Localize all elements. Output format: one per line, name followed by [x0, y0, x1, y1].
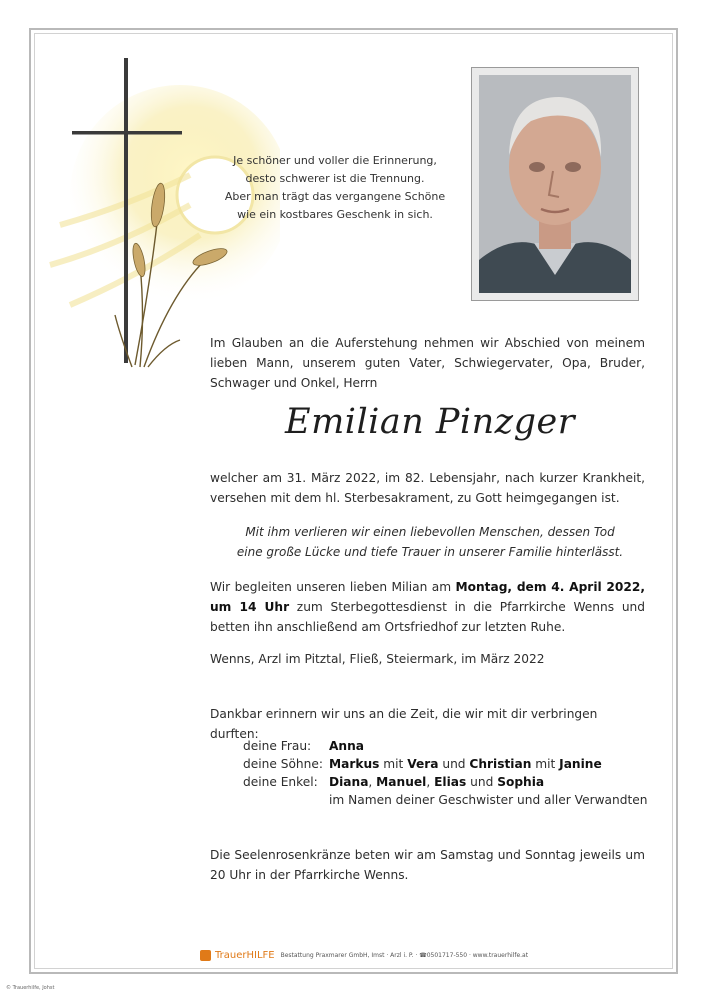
footer-company: Bestattung Praxmarer GmbH, Imst · Arzl i. P. · ☎0501717-550 · www.trauerhilfe.at: [280, 951, 529, 959]
tribute-line: Mit ihm verlieren wir einen liebevollen Menschen, dessen Tod: [245, 525, 615, 539]
memorial-quote: [215, 152, 455, 224]
family-name: Diana: [329, 775, 369, 789]
funeral-text: zum Sterbegottesdienst in die Pfarrkirche Wenns und betten ihn anschließend am Ortsfriedhof zur letzten Ruhe.: [210, 600, 646, 634]
connector-text: und: [470, 775, 494, 789]
deceased-name: Emilian Pinzger: [285, 402, 575, 442]
funeral-details: [210, 577, 645, 637]
footer: [200, 947, 560, 963]
family-row-grandchildren: deine Enkel: Diana, Manuel, Elias und Sophia: [243, 775, 545, 789]
portrait-frame: [471, 67, 639, 301]
portrait-photo: [479, 75, 631, 293]
family-name: Janine: [559, 757, 602, 771]
trauerhilfe-logo-icon: [200, 950, 211, 961]
family-row-sons: [243, 755, 647, 773]
quote-line: wie ein kostbares Geschenk in sich.: [237, 208, 433, 221]
gratitude-text: Dankbar erinnern wir uns an die Zeit, die wir mit dir verbringen durften:: [210, 707, 598, 741]
intro-text: Im Glauben an die Auferstehung nehmen wir Abschied von meinem lieben Mann, unserem guten Vater, Schwiegervater, Opa, Bruder, Schwager und Onkel, Herrn: [210, 336, 645, 390]
family-name: Christian: [469, 757, 532, 771]
family-name: Markus: [329, 757, 380, 771]
rosary-text: Die Seelenrosenkränze beten wir am Samstag und Sonntag jeweils um 20 Uhr in der Pfarrkirche Wenns.: [210, 848, 645, 882]
copyright: © Trauerhilfe, Johst: [6, 985, 55, 991]
family-name: Sophia: [497, 775, 545, 789]
family-label: deine Frau:: [243, 739, 312, 753]
family-name: Vera: [407, 757, 439, 771]
connector-text: und: [442, 757, 466, 771]
funeral-text: Wir begleiten unseren lieben Milian am: [210, 580, 456, 594]
quote-line: Je schöner und voller die Erinnerung,: [233, 154, 437, 167]
tribute-text: [215, 522, 645, 562]
family-label: deine Enkel:: [243, 775, 318, 789]
quote-line: desto schwerer ist die Trennung.: [245, 172, 425, 185]
funeral-date-time: Montag, dem 4. April 2022, um 14 Uhr: [210, 580, 645, 614]
connector-text: mit: [383, 757, 404, 771]
family-name: Elias: [434, 775, 467, 789]
tribute-line: eine große Lücke und tiefe Trauer in unserer Familie hinterlässt.: [236, 545, 624, 559]
death-notice: welcher am 31. März 2022, im 82. Lebensjahr, nach kurzer Krankheit, versehen mit dem hl. Sterbesakrament, zu Gott heimgegangen ist.: [210, 471, 645, 505]
family-label: deine Söhne:: [243, 757, 323, 771]
footer-brand: TrauerHILFE: [215, 949, 275, 961]
relatives-text: im Namen deiner Geschwister und aller Verwandten: [329, 793, 648, 807]
family-row-wife: [243, 737, 647, 755]
family-row-relatives: [243, 791, 647, 809]
family-name: Manuel: [376, 775, 427, 789]
family-list: [243, 737, 647, 809]
family-name: Anna: [329, 739, 365, 753]
place-date: Wenns, Arzl im Pitztal, Fließ, Steiermark, im März 2022: [210, 652, 545, 666]
quote-line: Aber man trägt das vergangene Schöne: [224, 190, 446, 203]
connector-text: mit: [535, 757, 556, 771]
